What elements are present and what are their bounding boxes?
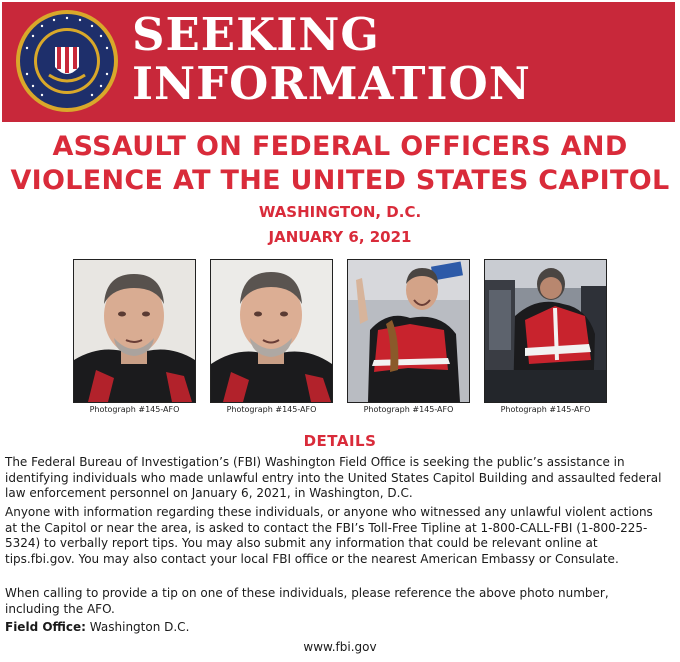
field-office (5, 620, 189, 634)
photo-3 (347, 259, 470, 403)
banner-title-information: INFORMATION (132, 57, 531, 110)
details-paragraph-1: The Federal Bureau of Investigation’s (FBI) Washington Field Office is seeking the public’s assistance in identifying individuals who made unlawful entry into the United States Capitol Building and assaulted federal law enforcement personnel on January 6, 2021, in Washington, D.C. (5, 455, 662, 500)
incident-date: JANUARY 6, 2021 (268, 228, 412, 246)
banner-title-seeking: SEEKING (132, 8, 380, 61)
photo-1 (73, 259, 196, 403)
header-banner (2, 2, 675, 122)
field-office-label: Field Office: (5, 620, 86, 634)
website-url: www.fbi.gov (303, 640, 377, 654)
headline-line-1: ASSAULT ON FEDERAL OFFICERS AND (52, 131, 628, 162)
location: WASHINGTON, D.C. (258, 203, 422, 221)
field-office-value: Washington D.C. (89, 620, 190, 634)
headline-line-2: VIOLENCE AT THE UNITED STATES CAPITOL (10, 165, 670, 196)
headline (0, 130, 680, 198)
details-paragraph-3: When calling to provide a tip on one of these individuals, please reference the above photo number, including the AFO. (5, 586, 609, 616)
details-paragraph-2: Anyone with information regarding these individuals, or anyone who witnessed any unlawful violent actions at the Capitol or near the area, is asked to contact the FBI’s Toll-Free Tipline at 1-800-CALL-FBI (1-800-225-5324) to verbally report tips. You may also submit any information that could be relevant online at tips.fbi.gov. You may also contact your local FBI office or the nearest American Embassy or Consulate. (5, 505, 653, 566)
photo-1-caption: Photograph #145-AFO (89, 405, 180, 414)
photo-4 (484, 259, 607, 403)
photo-3-caption: Photograph #145-AFO (363, 405, 454, 414)
photo-2 (210, 259, 333, 403)
fbi-seal (15, 9, 119, 113)
photo-2-caption: Photograph #145-AFO (226, 405, 317, 414)
details-heading: DETAILS (303, 432, 377, 450)
photo-4-caption: Photograph #145-AFO (500, 405, 591, 414)
